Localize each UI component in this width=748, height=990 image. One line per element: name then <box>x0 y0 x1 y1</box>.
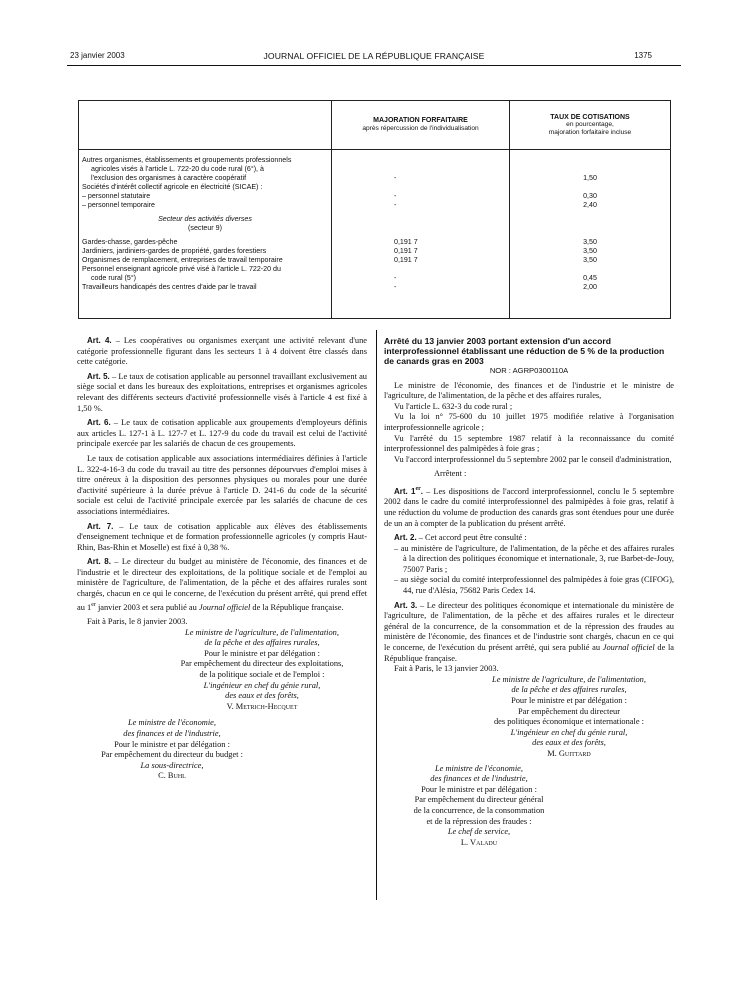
table-labels: Autres organismes, établissements et groupements professionnels agricoles visés à l'article L. 722-20 du code rural (6°), à l'exclusion des organismes à caractère coopératif Sociétés d'intérêt collectif agricole en électricité (SICAE) : – personnel statutaire – personnel temporaire Secteur des activités diverses (secteur 9) Gardes-chasse, gardes-pêche Jardiniers, jardiniers-gardes de propriété, gardes forestiers Organismes de remplacement, entreprises de travail temporaire Personnel enseignant agricole privé visé à l'article L. 722-20 du code rural (5°) Travailleurs handicapés des centres d'aide par le travail <box>79 150 332 319</box>
signature-block-agriculture: Le ministre de l'agriculture, de l'alimentation, de la pêche et des affaires rurales, Pour le ministre et par délégation : Par empêchement du directeur des exploitations, de la politique sociale et de l'emploi : L'ingénieur en chef du génie rural, des eaux et des forêts, V. Metrich-Hecquet <box>180 627 344 711</box>
signature-date: Fait à Paris, le 8 janvier 2003. <box>87 617 188 627</box>
right-signature-agriculture: Le ministre de l'agriculture, de l'alimentation, de la pêche et des affaires rurales, Pour le ministre et par délégation : Par empêchement du directeur des politiques économique et internationale : L'ingénieur en chef du génie rural, des eaux et des forêts, M. Guittard <box>492 674 646 758</box>
visa-2: Vu la loi n° 75-600 du 10 juillet 1975 modifiée relative à l'organisation interprofessionnelle agricole ; <box>384 412 674 432</box>
table-header-empty <box>79 101 332 150</box>
visa-4: Vu l'accord interprofessionnel du 5 septembre 2002 par le conseil d'administration, <box>394 454 672 464</box>
visa-1: Vu l'article L. 632-3 du code rural ; <box>394 401 513 411</box>
consultation-place-1: – au ministère de l'agriculture, de l'alimentation, de la pêche et des affaires rurales à la direction des politiques économique et internationale, 3, rue Barbet-de-Jouy, 75007 Paris ; <box>394 543 674 574</box>
right-article-3: Art. 3. – Le directeur des politiques économique et internationale du ministère de l'agriculture, de l'alimentation, de la pêche et des affaires rurales et le directeur général de la concurrence, de la consommation et de la répression des fraudes au ministère de l'économie, des finances et de l'industrie sont chargés, chacun en ce qui le concerne, de l'exécution du présent arrêté, qui sera publié au Journal officiel de la République française. <box>384 600 675 663</box>
arretent: Arrêtent : <box>434 469 467 479</box>
nor-reference: NOR : AGRP0300110A <box>489 366 569 375</box>
header-rule <box>67 65 681 66</box>
article-6: Art. 6. – Le taux de cotisation applicable aux groupements d'employeurs définis aux articles L. 127-1 à L. 127-7 et L. 127-9 du code du travail est celui de l'activité principale exercée par les salariés de chacun de ces groupements. <box>77 418 367 449</box>
page-header <box>0 51 748 65</box>
consultation-place-2: – au siège social du comité interprofessionnel des palmipèdes à foie gras (CIFOG), 44, rue d'Alésia, 75682 Paris Cedex 14. <box>394 575 674 596</box>
table-header-taux: TAUX DE COTISATIONS en pourcentage, majoration forfaitaire incluse <box>510 101 671 150</box>
rates-table <box>78 100 671 319</box>
right-article-1: Art. 1er. – Les dispositions de l'accord interprofessionnel, conclu le 5 septembre 2002 dans le cadre du comité interprofessionnel des palmipèdes à foie gras, relatif à une réduction du volume de production des canards gras sont étendues pour une durée de un an à compter de la publication du présent arrêté. <box>384 485 674 528</box>
article-8: Art. 8. – Le directeur du budget au ministère de l'économie, des finances et de l'industrie et le directeur des exploitations, de la politique sociale et de l'emploi au ministère de l'agriculture, de l'alimentation, de la pêche et des affaires rurales sont chargés, chacun en ce qui le concerne, de l'exécution du présent arrêté, qui prend effet au 1er janvier 2003 et sera publié au Journal officiel de la République française. <box>77 557 368 612</box>
right-signature-date: Fait à Paris, le 13 janvier 2003. <box>394 664 499 674</box>
preamble: Le ministre de l'économie, des finances et de l'industrie et le ministre de l'agriculture, de l'alimentation, de la pêche et des affaires rurales, <box>384 380 674 401</box>
article-4: Art. 4. – Les coopératives ou organismes exerçant une activité relevant d'une catégorie professionnelle figurant dans les secteurs 1 à 4 doivent être classés dans cette catégorie. <box>77 336 368 367</box>
left-column <box>77 336 367 782</box>
page-number: 1375 <box>634 51 652 60</box>
right-column <box>384 336 674 848</box>
right-article-2: Art. 2. – Cet accord peut être consulté : <box>394 533 527 543</box>
column-divider <box>376 330 377 900</box>
article-6-paragraph-2: Le taux de cotisation applicable aux associations intermédiaires définies à l'article L. 322-4-16-3 du code du travail au titre des personnes dépourvues d'emploi mises à titre onéreux à la disposition des personnes physiques ou morales pour une durée d'activité supérieure à la durée prévue à l'article D. 241-6 du code de la sécurité sociale est celui de l'activité principale exercée par les salariés de chacune de ces associations intermédiaires. <box>77 453 367 516</box>
journal-title: JOURNAL OFFICIEL DE LA RÉPUBLIQUE FRANÇAISE <box>263 51 485 61</box>
decree-title: Arrêté du 13 janvier 2003 portant extension d'un accord interprofessionnel établissant une réduction de 5 % de la production de canards gras en 2003 <box>384 336 665 366</box>
signature-block-economie: Le ministre de l'économie, des finances et de l'industrie, Pour le ministre et par délégation : Par empêchement du directeur du budget : La sous-directrice, C. Buhl <box>101 718 243 781</box>
visa-3: Vu l'arrêté du 15 septembre 1987 relatif à la reconnaissance du comité interprofessionnel des palmipèdes à foie gras ; <box>384 433 674 454</box>
right-signature-economie: Le ministre de l'économie, des finances et de l'industrie, Pour le ministre et par délégation : Par empêchement du directeur général de la concurrence, de la consommation et de la répression des fraudes : Le chef de service, L. Valadu <box>413 763 545 847</box>
table-taux-values: 1,50 0,30 2,40 3,50 3,50 3,50 0,45 2,00 <box>510 150 671 319</box>
article-7: Art. 7. – Le taux de cotisation applicable aux élèves des établissements d'enseignement technique et de formation professionnelle agricoles (y compris Haut-Rhin, Bas-Rhin et Moselle) est fixé à 0,38 %. <box>77 521 367 552</box>
header-date: 23 janvier 2003 <box>70 51 125 60</box>
article-5: Art. 5. – Le taux de cotisation applicable au personnel travaillant exclusivement au siège social et dans les bureaux des exploitations, entreprises et organismes agricoles relevant des différents secteurs d'activité professionnelle visés à l'article 4 est fixé à 1,50 %. <box>77 371 367 413</box>
table-majoration-values: - - - 0,191 7 0,191 7 0,191 7 - - <box>332 150 510 319</box>
table-header-majoration: MAJORATION FORFAITAIRE après répercussion de l'individualisation <box>332 101 510 150</box>
